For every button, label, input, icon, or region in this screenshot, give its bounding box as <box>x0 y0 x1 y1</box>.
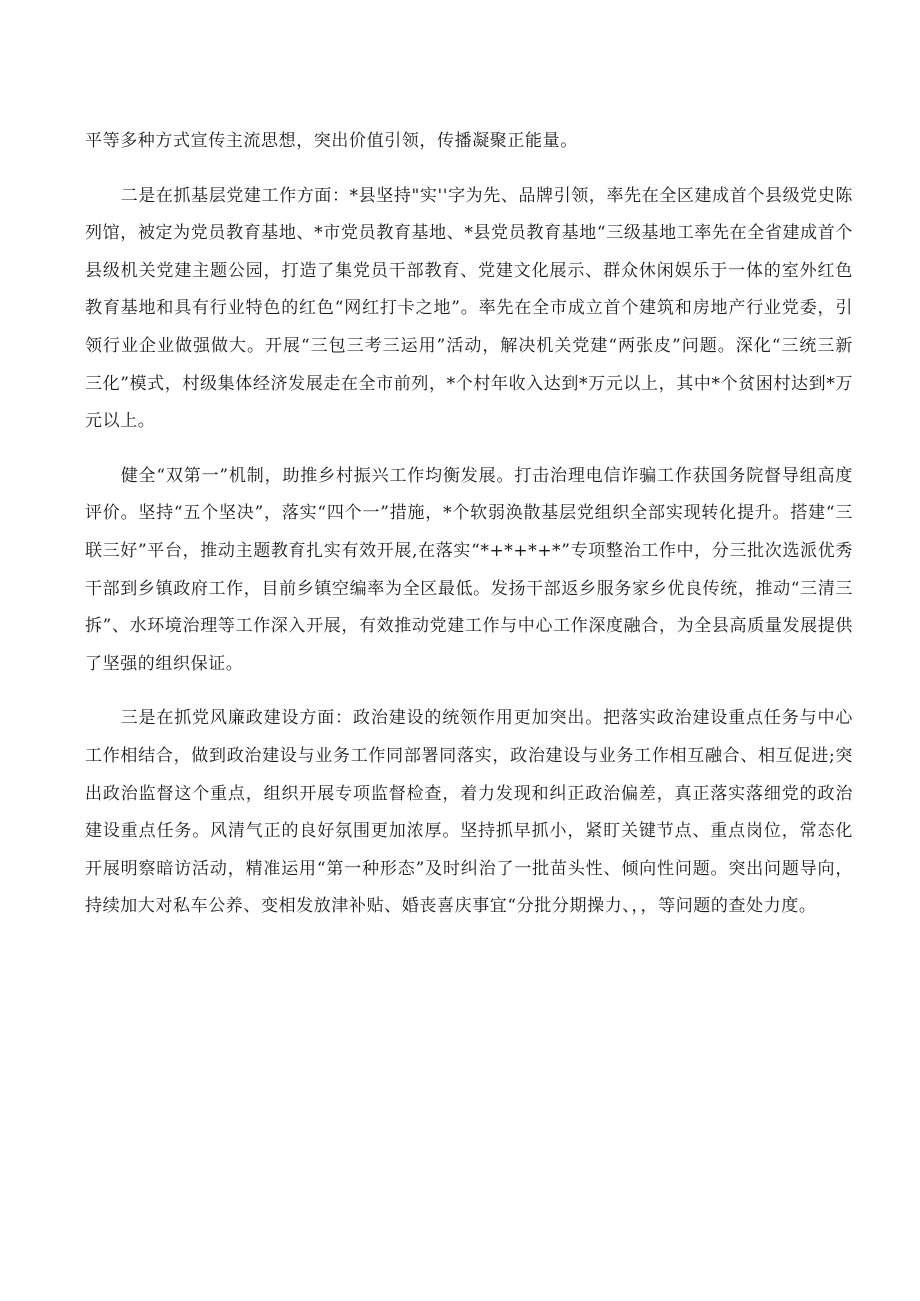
paragraph-integrity-construction: 三是在抓党风廉政建设方面：政治建设的统领作用更加突出。把落实政治建设重点任务与中心工作相结合，做到政治建设与业务工作同部署同落实，政治建设与业务工作相互融合、相互促进;突出政治监督这个重点，组织开展专项监督检查，着力发现和纠正政治偏差，真正落实落细党的政治建设重点任务。风清气正的良好氛围更加浓厚。坚持抓早抓小，紧盯关键节点、重点岗位，常态化开展明察暗访活动，精准运用“第一种形态”及时纠治了一批苗头性、倾向性问题。突出问题导向，持续加大对私车公养、变相发放津补贴、婚丧喜庆事宜“分批分期操力、，，等问题的查处力度。 <box>85 708 853 917</box>
paragraph-continuation: 平等多种方式宣传主流思想，突出价值引领，传播凝聚正能量。 <box>85 131 578 151</box>
paragraph-rural-revitalization: 健全“双第一”机制，助推乡村振兴工作均衡发展。打击治理电信诈骗工作获国务院督导组高度评价。坚持“五个坚决”，落实“四个一”措施，*个软弱涣散基层党组织全部实现转化提升。搭建“三联三好”平台，推动主题教育扎实有效开展,在落实“*+*+*+*”专项整治工作中，分三批次选派优秀干部到乡镇政府工作，目前乡镇空编率为全区最低。发扬干部返乡服务家乡优良传统，推动“三清三拆”、水环境治理等工作深入开展，有效推动党建工作与中心工作深度融合，为全县高质量发展提供了坚强的组织保证。 <box>85 465 853 674</box>
document-body <box>85 123 853 943</box>
paragraph-grassroots-party-building: 二是在抓基层党建工作方面：*县坚持"实''字为先、品牌引领，率先在全区建成首个县级党史陈列馆，被定为党员教育基地、*市党员教育基地、*县党员教育基地“三级基地工率先在全省建成首个县级机关党建主题公园，打造了集党员干部教育、党建文化展示、群众休闲娱乐于一体的室外红色教育基地和具有行业特色的红色“网红打卡之地”。率先在全市成立首个建筑和房地产行业党委，引领行业企业做强做大。开展“三包三考三运用”活动，解决机关党建“两张皮”问题。深化“三统三新三化”模式，村级集体经济发展走在全市前列，*个村年收入达到*万元以上，其中*个贫困村达到*万元以上。 <box>85 185 853 432</box>
